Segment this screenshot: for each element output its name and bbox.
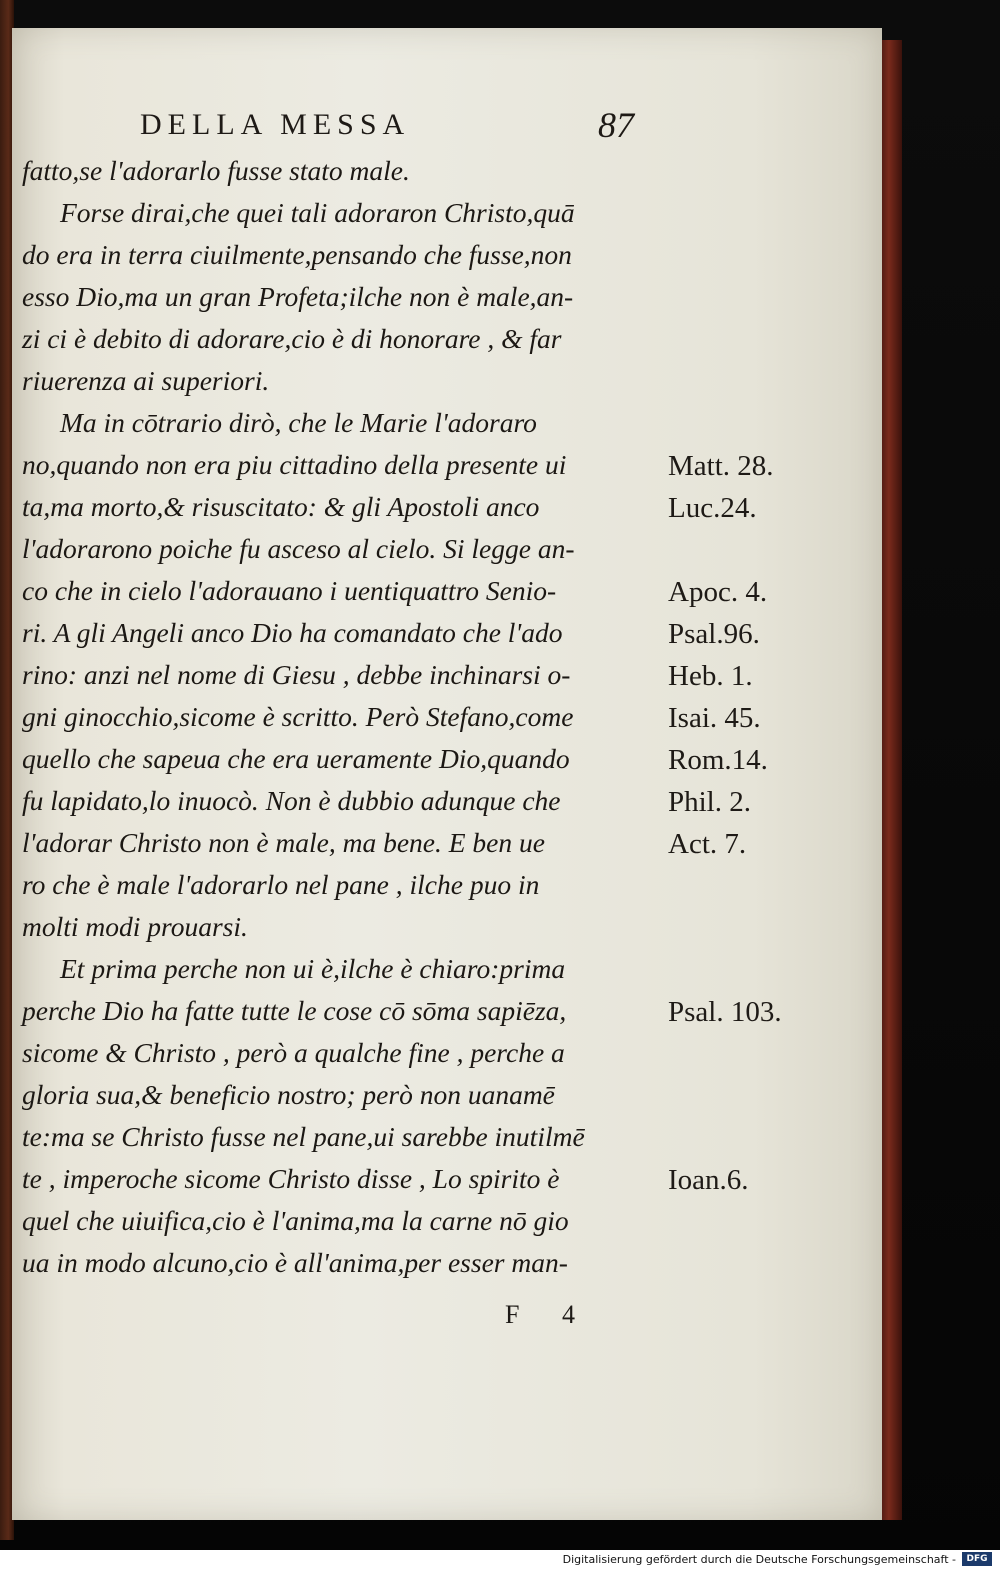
text-line: sicome & Christo , però a qualche fine , perche a xyxy=(22,1037,565,1068)
text-line: riuerenza ai superiori. xyxy=(22,365,270,396)
text-line: zi ci è debito di adorare,cio è di honorare , & far xyxy=(22,323,562,354)
margin-note: Psal.96. xyxy=(668,618,760,650)
page-number: 87 xyxy=(598,105,634,145)
margin-note: Apoc. 4. xyxy=(668,576,768,608)
text-line: Ma in cōtrario dirò, che le Marie l'adoraro xyxy=(60,407,537,438)
margin-note: Phil. 2. xyxy=(668,786,751,818)
text-line: perche Dio ha fatte tutte le cose cō sōma sapiēza, xyxy=(22,995,567,1026)
text-line: fatto,se l'adorarlo fusse stato male. xyxy=(22,155,410,186)
margin-note: Rom.14. xyxy=(668,744,768,776)
text-line: gloria sua,& beneficio nostro; però non uanamē xyxy=(22,1079,555,1110)
text-line: no,quando non era piu cittadino della presente ui xyxy=(22,449,567,480)
text-line: gni ginocchio,sicome è scritto. Però Stefano,come xyxy=(22,701,574,732)
text-line: l'adorarono poiche fu asceso al cielo. Si legge an- xyxy=(22,533,575,564)
margin-note: Heb. 1. xyxy=(668,660,753,692)
text-line: molti modi prouarsi. xyxy=(22,911,248,942)
margin-note: Act. 7. xyxy=(668,828,747,860)
signature-mark: F 4 xyxy=(505,1300,593,1329)
margin-note: Luc.24. xyxy=(668,492,757,524)
text-line: ta,ma morto,& risuscitato: & gli Apostoli anco xyxy=(22,491,540,522)
margin-note: Ioan.6. xyxy=(668,1164,749,1196)
text-line: quello che sapeua che era ueramente Dio,quando xyxy=(22,743,570,774)
text-line: Et prima perche non ui è,ilche è chiaro:prima xyxy=(60,953,566,984)
running-head: DELLA MESSA xyxy=(140,108,411,141)
text-line: te:ma se Christo fusse nel pane,ui sarebbe inutilmē xyxy=(22,1121,585,1152)
margin-note: Isai. 45. xyxy=(668,702,761,734)
dfg-logo: DFG xyxy=(962,1552,992,1566)
text-line: te , imperoche sicome Christo disse , Lo spirito è xyxy=(22,1163,560,1194)
body-text xyxy=(22,150,662,1284)
text-line: ri. A gli Angeli anco Dio ha comandato che l'ado xyxy=(22,617,563,648)
text-line: co che in cielo l'adorauano i uentiquattro Senio- xyxy=(22,575,557,606)
margin-note: Psal. 103. xyxy=(668,996,782,1028)
margin-note: Matt. 28. xyxy=(668,450,774,482)
text-line: ua in modo alcuno,cio è all'anima,per esser man- xyxy=(22,1247,568,1278)
page-edge-binding xyxy=(880,40,902,1520)
text-line: quel che uiuifica,cio è l'anima,ma la carne nō gio xyxy=(22,1205,569,1236)
text-line: fu lapidato,lo inuocò. Non è dubbio adunque che xyxy=(22,785,561,816)
text-line: esso Dio,ma un gran Profeta;ilche non è male,an- xyxy=(22,281,574,312)
text-line: rino: anzi nel nome di Giesu , debbe inchinarsi o- xyxy=(22,659,571,690)
text-line: Forse dirai,che quei tali adoraron Christo,quā xyxy=(60,197,575,228)
text-line: l'adorar Christo non è male, ma bene. E ben ue xyxy=(22,827,545,858)
text-line: ro che è male l'adorarlo nel pane , ilche puo in xyxy=(22,869,540,900)
footer-credit: Digitalisierung gefördert durch die Deutsche Forschungsgemeinschaft - xyxy=(562,1553,956,1566)
text-line: do era in terra ciuilmente,pensando che fusse,non xyxy=(22,239,572,270)
